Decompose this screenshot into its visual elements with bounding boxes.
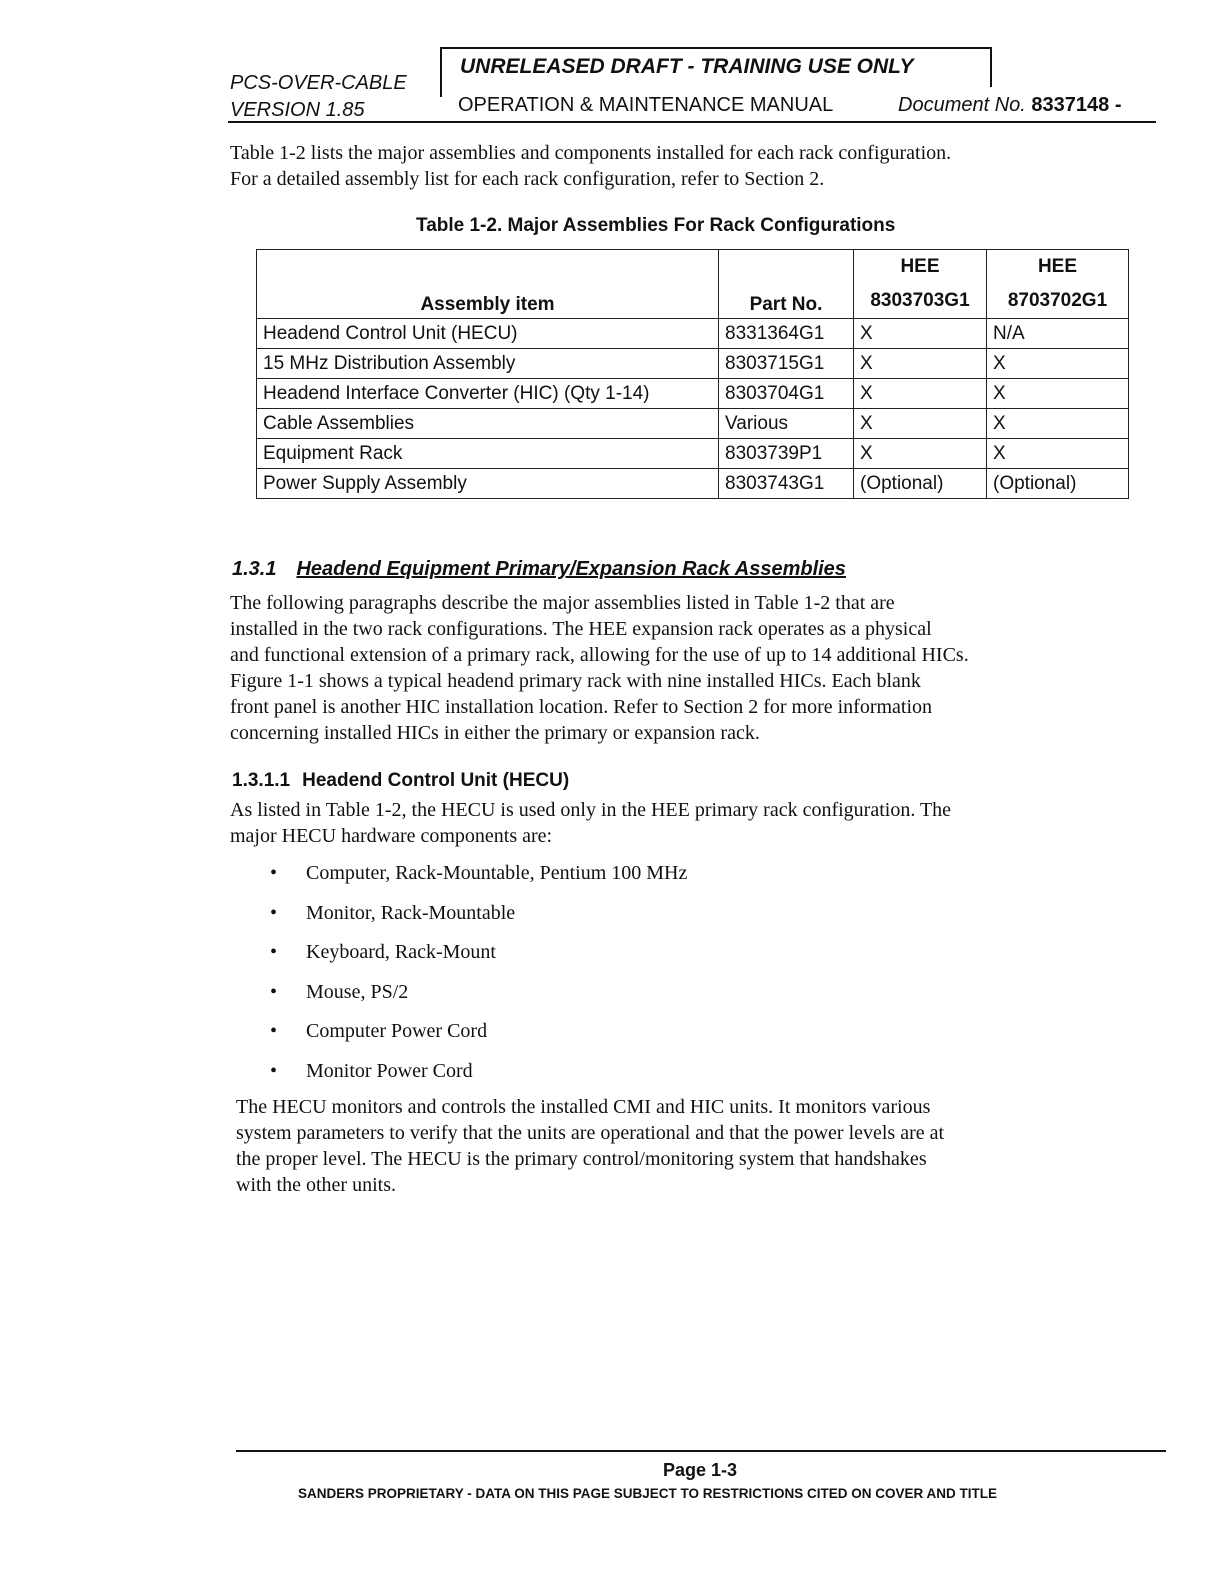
cell-part: 8303715G1 <box>719 349 854 379</box>
intro-line: For a detailed assembly list for each rack configuration, refer to Section 2. <box>230 168 825 190</box>
list-item: • Monitor Power Cord <box>270 1060 687 1100</box>
table-title: Table 1-2. Major Assemblies For Rack Configurations <box>416 215 896 236</box>
footer-rule <box>236 1450 1166 1452</box>
paragraph-line: As listed in Table 1-2, the HECU is used only in the HEE primary rack configuration. The <box>230 799 952 821</box>
cell-hee-primary: (Optional) <box>854 469 987 499</box>
section-number: 1.3.1 <box>232 558 277 580</box>
table-row <box>257 349 1129 379</box>
cell-hee-expansion: X <box>987 349 1129 379</box>
header-assembly-item: Assembly item <box>257 250 719 319</box>
version-label: VERSION 1.85 <box>230 99 365 121</box>
cell-part: 8303743G1 <box>719 469 854 499</box>
cell-item: Equipment Rack <box>257 439 719 469</box>
cell-hee-primary: X <box>854 319 987 349</box>
manual-title: OPERATION & MAINTENANCE MANUAL <box>458 94 834 116</box>
table-row <box>257 409 1129 439</box>
cell-item: Headend Control Unit (HECU) <box>257 319 719 349</box>
list-item: • Computer, Rack-Mountable, Pentium 100 MHz <box>270 862 687 902</box>
header-hee-primary-part: 8303703G1 <box>854 284 987 319</box>
proprietary-notice: SANDERS PROPRIETARY - DATA ON THIS PAGE SUBJECT TO RESTRICTIONS CITED ON COVER AND TITLE <box>298 1486 998 1501</box>
table-row <box>257 379 1129 409</box>
paragraph-line: with the other units. <box>236 1174 396 1196</box>
table-row <box>257 319 1129 349</box>
intro-line: Table 1-2 lists the major assemblies and components installed for each rack configuration. <box>230 142 952 164</box>
draft-banner-text: UNRELEASED DRAFT - TRAINING USE ONLY <box>460 55 914 78</box>
list-item: • Mouse, PS/2 <box>270 981 687 1021</box>
section-1-3-1-1-intro <box>230 797 1160 849</box>
cell-item: Headend Interface Converter (HIC) (Qty 1-14) <box>257 379 719 409</box>
cell-part: 8331364G1 <box>719 319 854 349</box>
assemblies-table <box>256 249 1129 499</box>
cell-item: 15 MHz Distribution Assembly <box>257 349 719 379</box>
subsection-title: Headend Control Unit (HECU) <box>302 770 570 791</box>
cell-hee-expansion: X <box>987 439 1129 469</box>
document-header-left <box>230 70 407 124</box>
banner-divider <box>440 87 442 97</box>
header-hee-expansion-part: 8703702G1 <box>987 284 1129 319</box>
paragraph-line: front panel is another HIC installation location. Refer to Section 2 for more information <box>230 696 933 718</box>
cell-hee-expansion: X <box>987 409 1129 439</box>
cell-hee-expansion: N/A <box>987 319 1129 349</box>
cell-item: Cable Assemblies <box>257 409 719 439</box>
draft-banner <box>440 47 992 87</box>
document-number <box>898 94 1121 117</box>
cell-hee-expansion: X <box>987 379 1129 409</box>
header-part-no: Part No. <box>719 250 854 319</box>
section-heading-1-3-1-1 <box>232 770 569 792</box>
cell-hee-primary: X <box>854 379 987 409</box>
header-hee-expansion: HEE <box>987 250 1129 285</box>
header-hee-primary: HEE <box>854 250 987 285</box>
hecu-component-list <box>270 862 687 1099</box>
section-1-3-1-paragraph <box>230 590 1160 746</box>
page-number: Page 1-3 <box>662 1460 738 1480</box>
intro-paragraph <box>230 140 1160 192</box>
document-number-value: 8337148 - <box>1031 94 1122 116</box>
product-name: PCS-OVER-CABLE <box>230 72 407 94</box>
section-title: Headend Equipment Primary/Expansion Rack Assemblies <box>296 558 846 580</box>
paragraph-line: the proper level. The HECU is the primary control/monitoring system that handshakes <box>236 1148 927 1170</box>
paragraph-line: and functional extension of a primary rack, allowing for the use of up to 14 additional HICs. <box>230 644 969 666</box>
paragraph-line: The HECU monitors and controls the installed CMI and HIC units. It monitors various <box>236 1096 931 1118</box>
list-item: • Monitor, Rack-Mountable <box>270 902 687 942</box>
cell-part: 8303739P1 <box>719 439 854 469</box>
section-heading-1-3-1 <box>232 558 846 581</box>
paragraph-line: concerning installed HICs in either the primary or expansion rack. <box>230 722 760 744</box>
cell-part: Various <box>719 409 854 439</box>
table-row <box>257 439 1129 469</box>
paragraph-line: Figure 1-1 shows a typical headend primary rack with nine installed HICs. Each blank <box>230 670 921 692</box>
document-number-label: Document No. <box>898 94 1026 116</box>
cell-hee-expansion: (Optional) <box>987 469 1129 499</box>
paragraph-line: installed in the two rack configurations. The HEE expansion rack operates as a physical <box>230 618 932 640</box>
paragraph-line: major HECU hardware components are: <box>230 825 553 847</box>
paragraph-line: system parameters to verify that the units are operational and that the power levels are at <box>236 1122 945 1144</box>
subsection-number: 1.3.1.1 <box>232 770 291 791</box>
list-item: • Computer Power Cord <box>270 1020 687 1060</box>
cell-item: Power Supply Assembly <box>257 469 719 499</box>
cell-part: 8303704G1 <box>719 379 854 409</box>
list-item: • Keyboard, Rack-Mount <box>270 941 687 981</box>
table-header-row <box>257 250 1129 285</box>
cell-hee-primary: X <box>854 349 987 379</box>
cell-hee-primary: X <box>854 439 987 469</box>
paragraph-line: The following paragraphs describe the major assemblies listed in Table 1-2 that are <box>230 592 895 614</box>
section-1-3-1-1-closing <box>236 1094 1166 1198</box>
header-rule <box>228 121 1156 123</box>
cell-hee-primary: X <box>854 409 987 439</box>
table-row <box>257 469 1129 499</box>
